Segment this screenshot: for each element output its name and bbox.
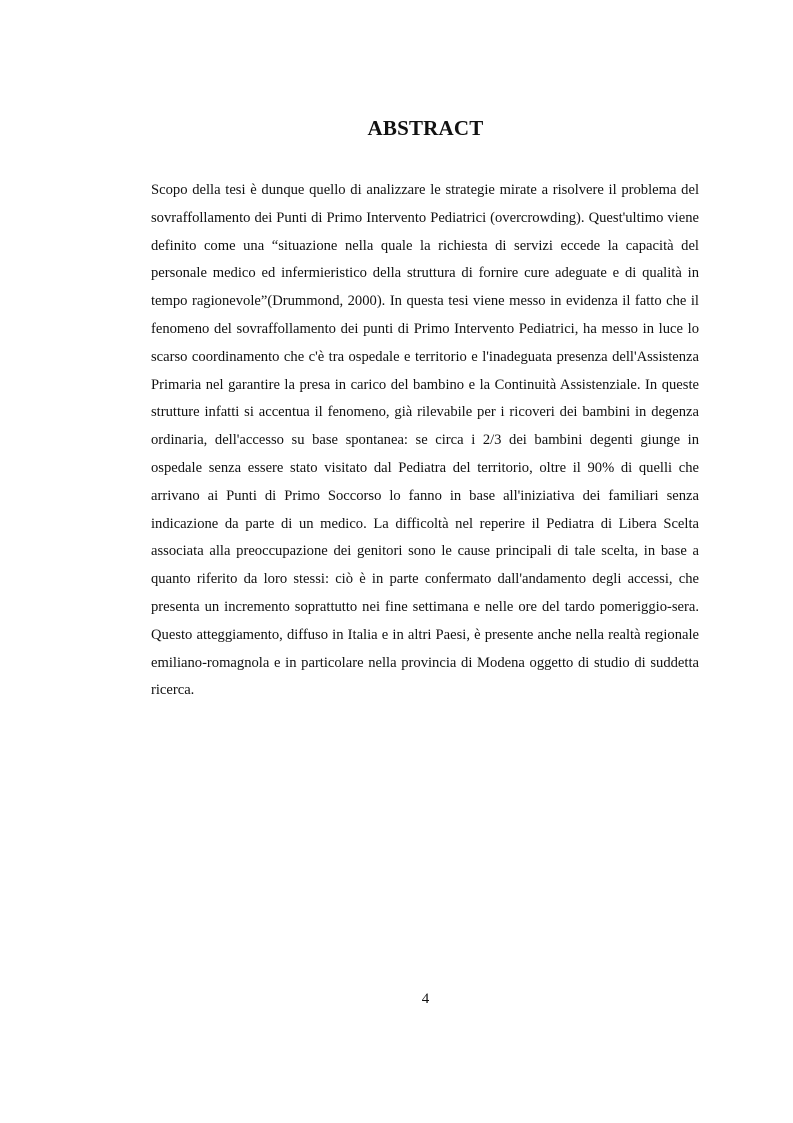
page-title: ABSTRACT — [367, 116, 484, 140]
page-number: 4 — [421, 991, 430, 1007]
abstract-paragraph: Scopo della tesi è dunque quello di analizzare le strategie mirate a risolvere il problema del sovraffollamento dei Punti di Primo Intervento Pediatrici (overcrowding). Quest'ultimo viene definito come una “situazione nella quale la richiesta di servizi eccede la capacità del personale medico ed infermieristico della struttura di fornire cure adeguate e di qualità in tempo ragionevole”(Drummond, 2000). In questa tesi viene messo in evidenza il fatto che il fenomeno del sovraffollamento dei punti di Primo Intervento Pediatrici, ha messo in luce lo scarso coordinamento che c'è tra ospedale e territorio e l'inadeguata presenza dell'Assistenza Primaria nel garantire la presa in carico del bambino e la Continuità Assistenziale. In queste strutture infatti si accentua il fenomeno, già rilevabile per i ricoveri dei bambini in degenza ordinaria, dell'accesso su base spontanea: se circa i 2/3 dei bambini degenti giunge in ospedale senza essere stato visitato dal Pediatra del territorio, oltre il 90% di quelli che arrivano ai Punti di Primo Soccorso lo fanno in base all'iniziativa dei familiari senza indicazione da parte di un medico. La difficoltà nel reperire il Pediatra di Libera Scelta associata alla preoccupazione dei genitori sono le cause principali di tale scelta, in base a quanto riferito da loro stessi: ciò è in parte confermato dall'andamento degli accessi, che presenta un incremento soprattutto nei fine settimana e nelle ore del tardo pomeriggio-sera. Questo atteggiamento, diffuso in Italia e in altri Paesi, è presente anche nella realtà regionale emiliano-romagnola e in particolare nella provincia di Modena oggetto di studio di suddetta ricerca. — [151, 182, 699, 699]
